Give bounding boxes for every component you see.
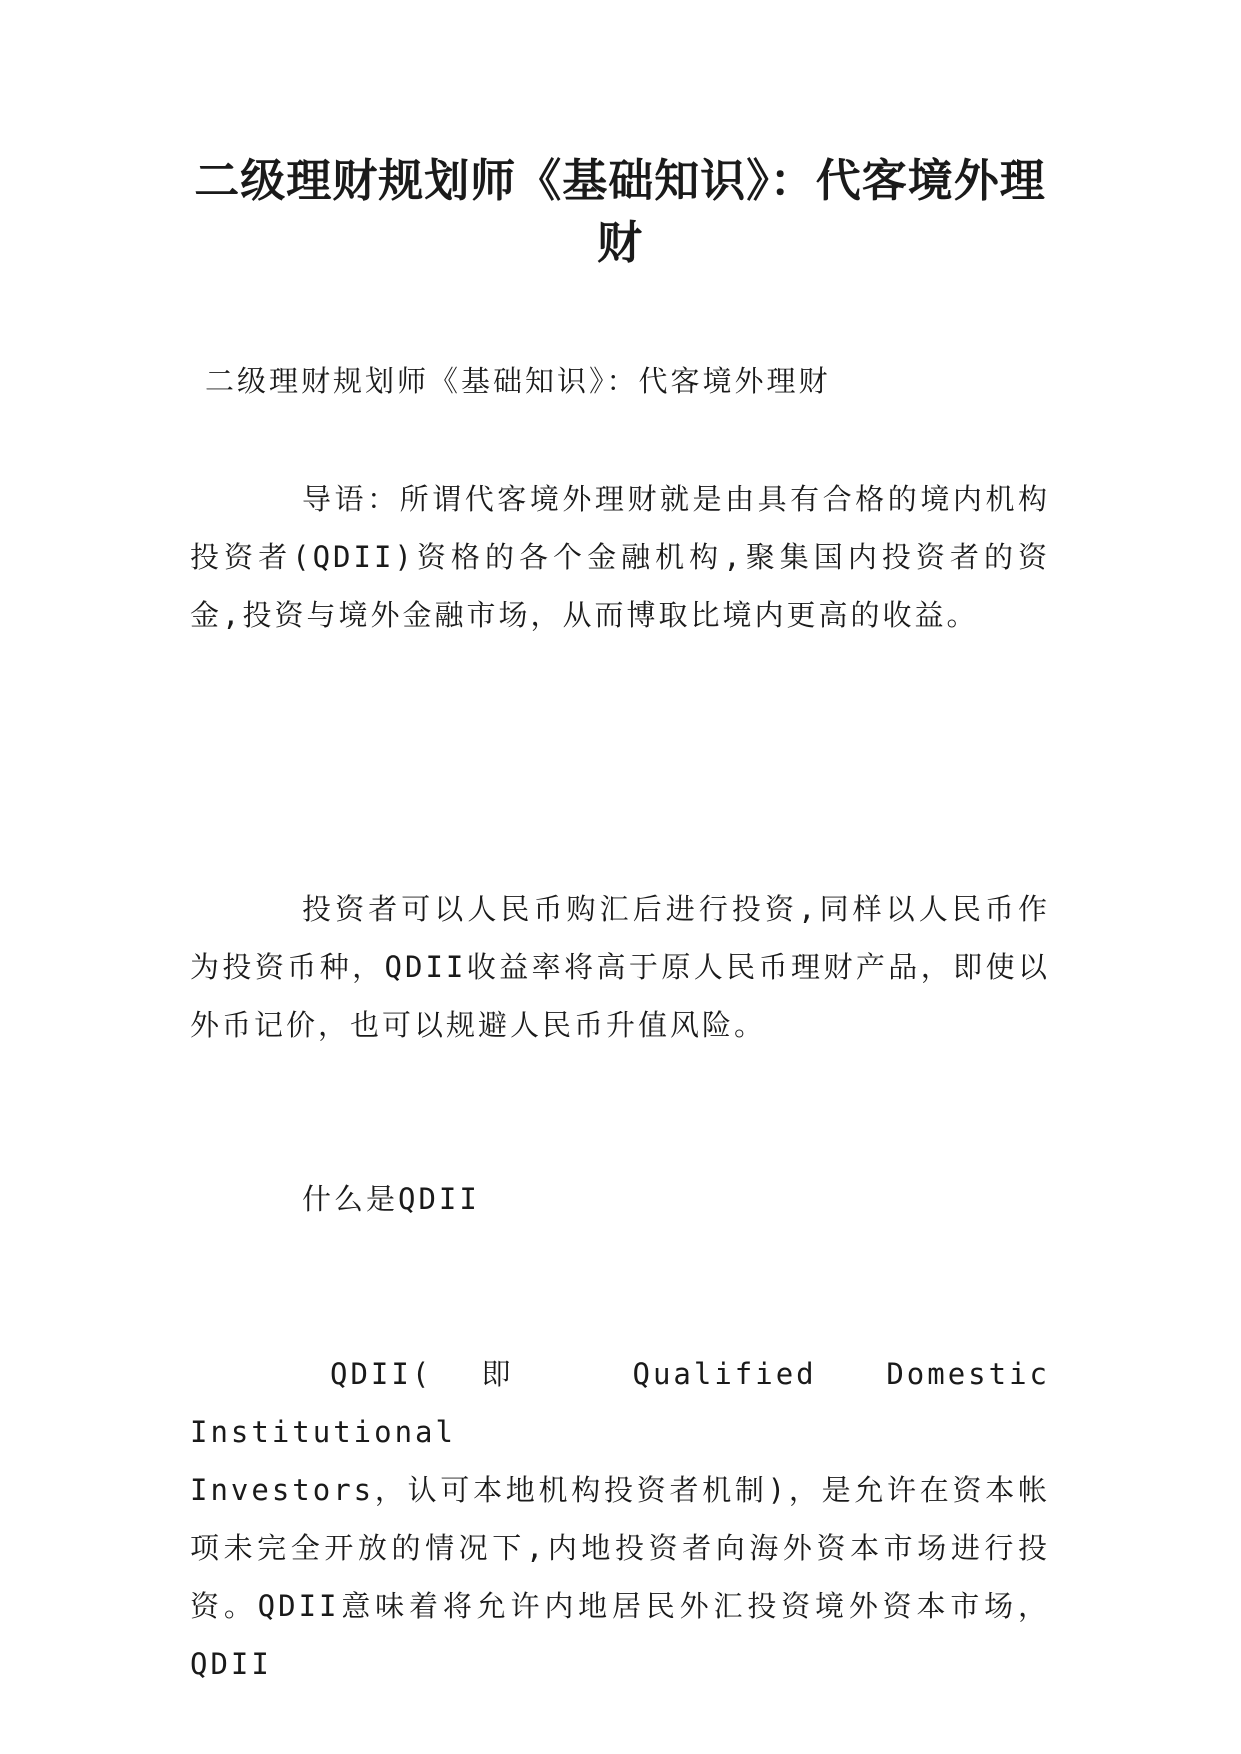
paragraph-qdii-line1: QDII(即 Qualified Domestic Institutional	[190, 1357, 1050, 1449]
paragraph-what-is-qdii: 什么是QDII	[302, 1182, 480, 1216]
paragraph-qdii-rest: Investors，认可本地机构投资者机制)，是允许在资本帐项未完全开放的情况下,内地投资者向海外资本市场进行投资。QDII意味着将允许内地居民外汇投资境外资本市场，QDII	[190, 1473, 1050, 1681]
document-subtitle: 二级理财规划师《基础知识》：代客境外理财	[205, 364, 831, 398]
document-title: 二级理财规划师《基础知识》：代客境外理财	[194, 154, 1046, 269]
paragraph-intro: 导语：所谓代客境外理财就是由具有合格的境内机构投资者(QDII)资格的各个金融机构,聚集国内投资者的资金,投资与境外金融市场，从而博取比境内更高的收益。	[190, 482, 1050, 632]
paragraph-currency: 投资者可以人民币购汇后进行投资,同样以人民币作为投资币种，QDII收益率将高于原人民币理财产品，即使以外币记价，也可以规避人民币升值风险。	[190, 892, 1050, 1042]
paragraph-qdii-definition	[190, 1345, 1050, 1693]
